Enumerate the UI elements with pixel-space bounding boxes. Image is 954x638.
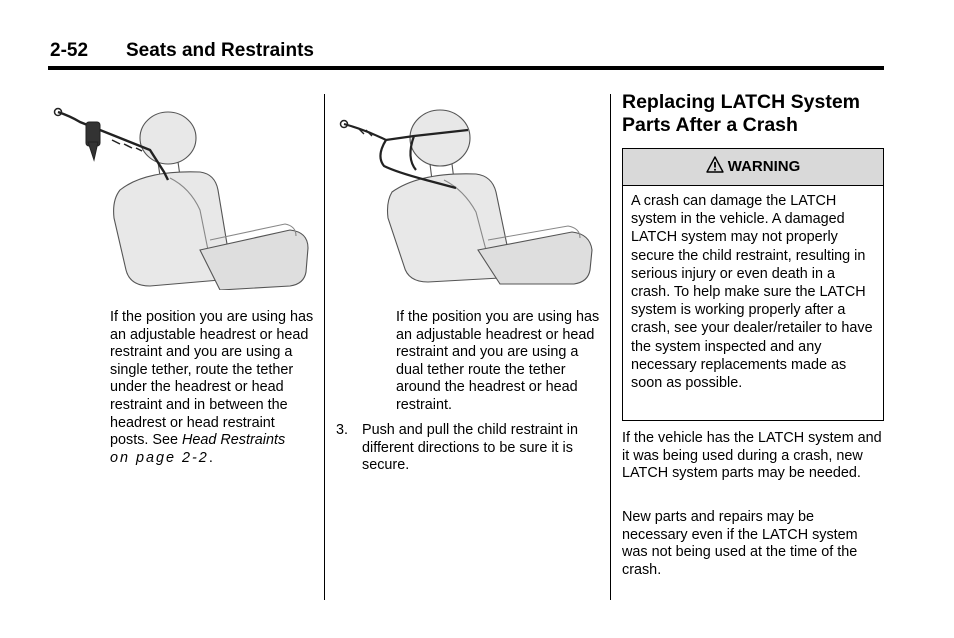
page-number: 2-52 [50, 40, 89, 61]
warning-text: A crash can damage the LATCH system in the vehicle. A damaged LATCH system may not properly secure the child restraint, resulting in serious injury or even death in a crash. To help make sure the LATCH system is working properly after a crash, see your dealer/retailer to have the system inspected and any necessary replacements made as soon as possible. [631, 193, 873, 392]
section-heading: Replacing LATCH System Parts After a Crash [622, 91, 861, 136]
paragraph-text: If the position you are using has an adjustable headrest or head restraint and you are using a single tether, route the tether under the headrest or head restraint and in between the headrest or head restraint posts. See [110, 309, 314, 449]
warning-header [623, 149, 883, 186]
single-tether-paragraph [110, 309, 315, 467]
dual-tether-paragraph: If the position you are using has an adjustable headrest or head restraint and you are using a dual tether route the tether around the headrest or head restraint. [396, 309, 600, 413]
section-title: Seats and Restraints [126, 40, 314, 61]
column-divider [324, 94, 325, 600]
head-restraints-link[interactable]: Head Restraints [182, 432, 286, 449]
step-number: 3. [336, 422, 349, 438]
column-divider [610, 94, 611, 600]
warning-label: WARNING [727, 158, 801, 175]
step-text: Push and pull the child restraint in different directions to be sure it is secure. [362, 422, 578, 474]
page-header [48, 38, 884, 70]
latch-used-paragraph: If the vehicle has the LATCH system and it was being used during a crash, new LATCH system parts may be needed. [622, 430, 882, 482]
seat-dual-tether-illustration [336, 100, 598, 285]
paragraph-end: . [208, 449, 213, 466]
seat-single-tether-illustration [50, 100, 312, 290]
latch-not-used-paragraph: New parts and repairs may be necessary even if the LATCH system was not being used at the time of the crash. [622, 509, 858, 578]
warning-icon [706, 156, 724, 174]
page-reference-link[interactable]: on page 2‑2 [110, 449, 209, 466]
warning-box [622, 148, 884, 421]
step-3 [336, 422, 602, 476]
